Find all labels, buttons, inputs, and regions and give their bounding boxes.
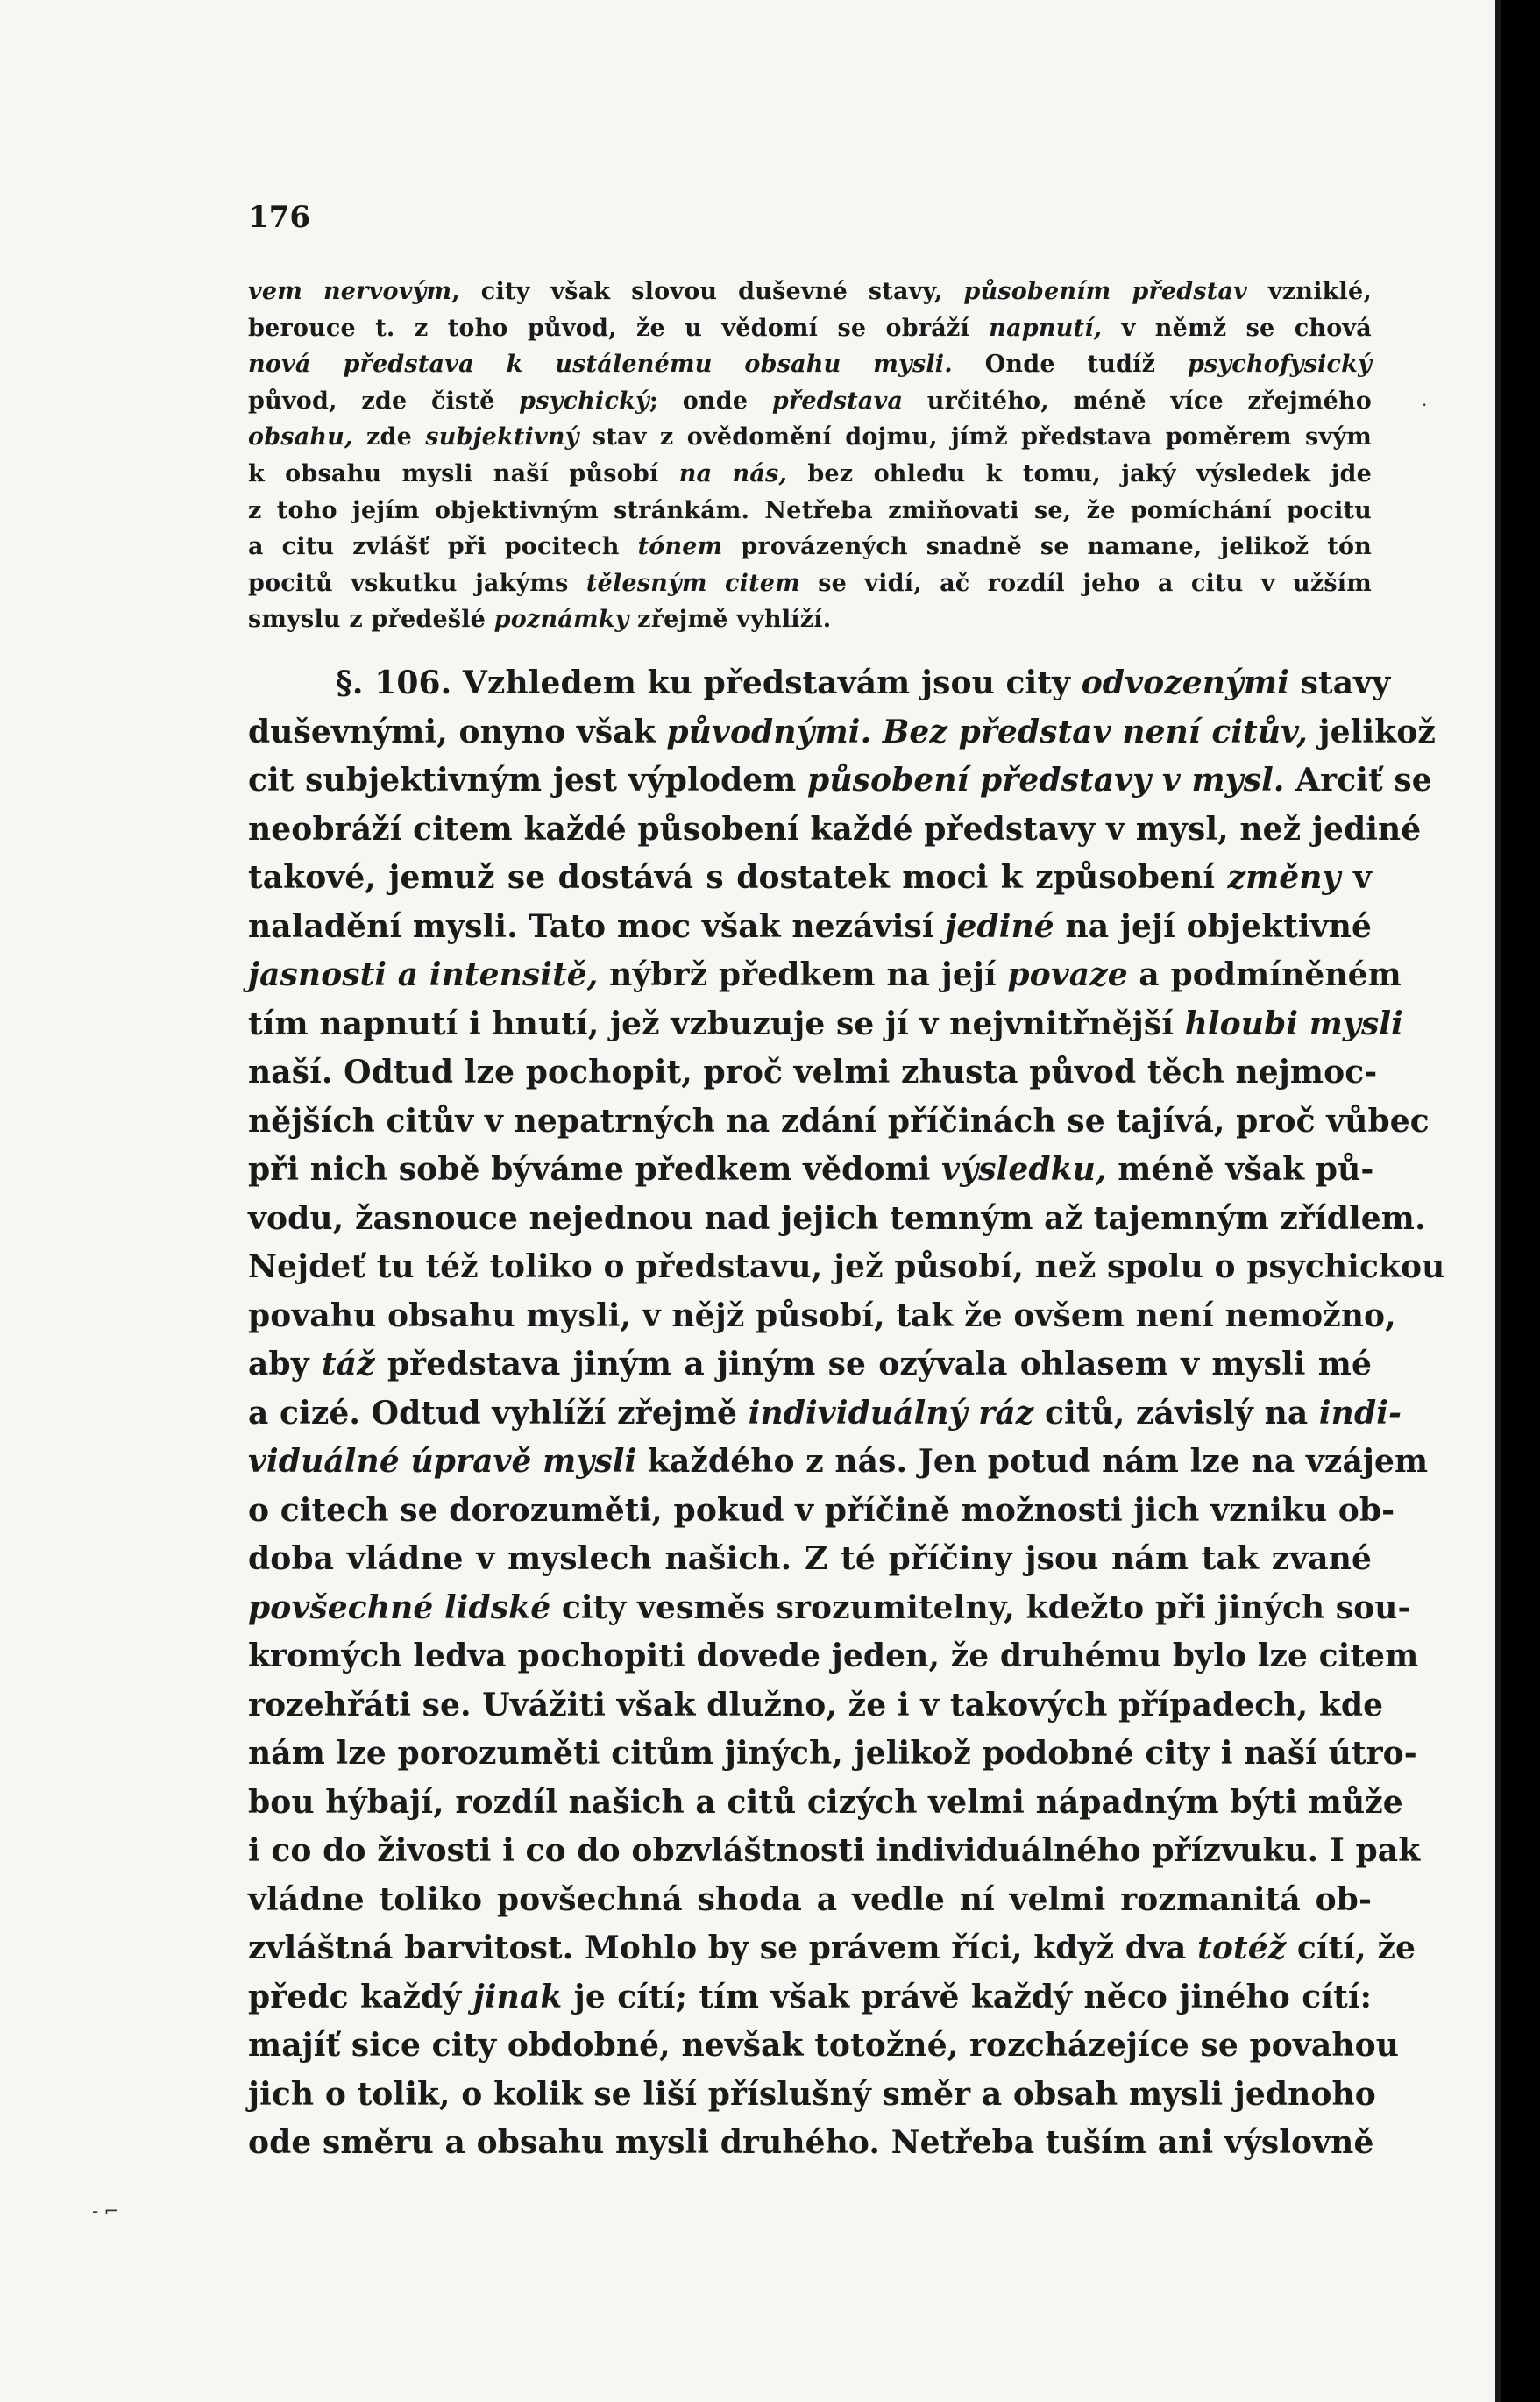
text-run: Nejdeť tu též toliko o představu, jež působí, než spolu o psychickou: [248, 1248, 1445, 1285]
italic-run: totéž: [1197, 1929, 1287, 1966]
italic-run: táž: [321, 1346, 375, 1382]
text-run: smyslu z předešlé: [248, 606, 494, 634]
text-run: Arciť se: [1284, 762, 1432, 799]
text-run: vzniklé,: [1247, 278, 1372, 305]
text-run: naladění mysli. Tato moc však nezávisí: [248, 907, 946, 945]
italic-run: jediné: [945, 907, 1054, 945]
paragraph-line: [248, 1438, 1429, 1487]
footnote-line: [248, 346, 1372, 383]
paragraph-line: [248, 1584, 1411, 1633]
italic-run: tělesným citem: [585, 569, 800, 597]
paragraph-line: [248, 1779, 1403, 1828]
scan-speck: - ⌐: [92, 2200, 119, 2221]
paragraph-line: [248, 1924, 1416, 1973]
text-run: jich o tolik, o kolik se liší příslušný směr a obsah mysli jednoho: [248, 2075, 1376, 2113]
text-run: k obsahu mysli naší působí: [248, 459, 679, 487]
italic-run: indi-: [1318, 1394, 1402, 1432]
italic-run: povaze: [1007, 956, 1128, 993]
text-run: při nich sobě býváme předkem vědomi: [248, 1151, 942, 1188]
text-run: z toho jejím objektivným stránkám. Netřeba zmiňovati se, že pomíchání pocitu: [248, 496, 1372, 524]
paragraph-line: [248, 757, 1432, 806]
italic-run: vem nervovým: [248, 278, 452, 305]
paragraph-line: [248, 1681, 1384, 1730]
text-run: neobráží citem každé působení každé představy v mysl, než jediné: [248, 810, 1422, 848]
text-run: berouce t. z toho původ, že u vědomí se obráží: [248, 314, 990, 342]
text-run: bez ohledu k tomu, jaký výsledek jde: [787, 459, 1372, 487]
text-run: vládne toliko povšechná shoda a vedle ní velmi rozmanitá ob-: [248, 1880, 1372, 1918]
paragraph-line: [248, 1730, 1417, 1779]
text-run: , city však slovou duševné stavy,: [451, 278, 964, 305]
text-run: a podmíněném: [1127, 956, 1402, 993]
text-run: každého z nás. Jen potud nám lze na vzájem: [636, 1443, 1429, 1480]
paragraph-line: [248, 1632, 1419, 1681]
paragraph-line: [248, 1048, 1378, 1098]
italic-run: působení představy v mysl.: [807, 762, 1285, 799]
italic-run: nová představa k ustálenému obsahu mysli.: [248, 351, 953, 379]
footnote-text: [248, 274, 1372, 638]
italic-run: působením představ: [963, 278, 1247, 305]
italic-run: jasnosti a intensitě,: [248, 956, 599, 993]
text-run: o citech se dorozuměti, pokud v příčině možnosti jich vzniku ob-: [248, 1491, 1395, 1529]
text-run: původ, zde čistě: [248, 387, 520, 415]
paragraph-line: [248, 1000, 1403, 1049]
text-run: duševnými, onyno však: [248, 713, 667, 750]
text-run: a citu zvlášť při pocitech: [248, 533, 638, 561]
italic-run: psychofysický: [1187, 351, 1372, 379]
text-run: pocitů vskutku jakýms: [248, 569, 586, 597]
text-run: i co do živosti i co do obzvláštnosti individuálného přízvuku. I pak: [248, 1832, 1421, 1869]
scan-speck: ·: [1422, 394, 1428, 416]
text-run: nějších citův v nepatrných na zdání příčinách se tajívá, proč vůbec: [248, 1102, 1430, 1140]
paragraph-line: [248, 806, 1422, 855]
text-run: a cizé. Odtud vyhlíží zřejmě: [248, 1394, 749, 1432]
paragraph-line: [248, 1827, 1421, 1876]
footnote-line: [248, 601, 1372, 638]
text-run: stavy: [1289, 664, 1391, 701]
italic-run: Bez představ není citův,: [882, 713, 1308, 750]
paragraph-line: [248, 1340, 1372, 1389]
text-run: cítí, že: [1286, 1929, 1416, 1966]
footnote-line: [248, 456, 1372, 493]
text-run: je cítí; tím však právě každý něco jiného cítí:: [562, 1978, 1372, 2015]
italic-run: subjektivný: [425, 423, 579, 451]
text-run: ; onde: [649, 387, 772, 415]
italic-run: napnutí,: [989, 314, 1103, 342]
text-run: zřejmě vyhlíží.: [628, 606, 832, 634]
text-run: v: [1340, 859, 1372, 896]
text-run: stav z ovědomění dojmu, jímž představa poměrem svým: [578, 423, 1372, 451]
paragraph-line: [248, 659, 1391, 708]
text-run: citů, závislý na: [1033, 1394, 1319, 1432]
text-run: povahu obsahu mysli, v nějž působí, tak že ovšem není nemožno,: [248, 1297, 1396, 1334]
text-run: v němž se chová: [1102, 314, 1372, 342]
paragraph-line: [248, 2022, 1400, 2071]
italic-run: jinak: [472, 1978, 563, 2015]
footnote-line: [248, 565, 1372, 602]
paragraph-line: [248, 708, 1436, 757]
text-run: předc každý: [248, 1978, 473, 2015]
paragraph-line: [248, 903, 1372, 952]
italic-run: změny: [1227, 859, 1341, 896]
text-run: §. 106. Vzhledem ku představám jsou city: [336, 664, 1082, 701]
italic-run: povšechné lidské: [248, 1588, 551, 1626]
text-run: se vidí, ač rozdíl jeho a citu v užším: [799, 569, 1372, 597]
page-number: 176: [248, 200, 310, 235]
text-run: takové, jemuž se dostává s dostatek moci k způsobení: [248, 859, 1228, 896]
text-run: rozehřáti se. Uvážiti však dlužno, že i v takových případech, kde: [248, 1686, 1384, 1723]
footnote-line: [248, 529, 1372, 565]
text-run: kromých ledva pochopiti dovede jeden, že druhému bylo lze citem: [248, 1638, 1419, 1674]
text-run: naší. Odtud lze pochopit, proč velmi zhusta původ těch nejmoc-: [248, 1054, 1378, 1091]
paragraph-line: [248, 1195, 1426, 1244]
italic-run: původnými.: [666, 713, 872, 750]
paragraph-106: [248, 659, 1445, 2168]
text-run: určitého, méně více zřejmého: [903, 387, 1372, 415]
text-run: jelikož: [1307, 713, 1436, 750]
footnote-line: [248, 419, 1372, 456]
footnote-line: [248, 274, 1372, 310]
text-run: provázených snadně se namane, jelikož tón: [722, 533, 1372, 561]
text-run: nýbrž předkem na její: [598, 956, 1008, 993]
italic-run: představa: [771, 387, 904, 415]
paragraph-line: [248, 1389, 1402, 1439]
italic-run: odvozenými: [1081, 664, 1290, 701]
paragraph-line: [248, 1535, 1372, 1584]
paragraph-line: [248, 1146, 1372, 1195]
paragraph-line: [248, 1973, 1372, 2022]
text-run: zde: [352, 423, 426, 451]
text-run: na její objektivné: [1054, 907, 1372, 945]
italic-run: viduálné úpravě mysli: [248, 1443, 637, 1480]
text-run: méně však pů-: [1106, 1151, 1374, 1188]
italic-run: tónem: [637, 533, 723, 561]
paragraph-line: [248, 2071, 1376, 2120]
italic-run: obsahu,: [248, 423, 353, 451]
text-run: zvláštná barvitost. Mohlo by se právem říci, když dva: [248, 1929, 1198, 1966]
italic-run: psychický: [519, 387, 649, 415]
footnote-line: [248, 310, 1372, 347]
text-run: ode směru a obsahu mysli druhého. Netřeba tuším ani výslovně: [248, 2124, 1374, 2161]
paragraph-line: [248, 1243, 1445, 1292]
italic-run: individuálný ráz: [748, 1394, 1034, 1432]
text-run: cit subjektivným jest výplodem: [248, 762, 808, 799]
text-run: vodu, žasnouce nejednou nad jejich temným až tajemným zřídlem.: [248, 1199, 1426, 1237]
paragraph-line: [248, 854, 1372, 903]
text-run: nám lze porozuměti citům jiných, jelikož podobné city i naší útro-: [248, 1735, 1417, 1772]
text-run: představa jiným a jiným se ozývala ohlasem v mysli mé: [374, 1346, 1372, 1382]
footnote-line: [248, 493, 1372, 529]
footnote-line: [248, 383, 1372, 420]
text-run: city vesměs srozumitelny, kdežto při jiných sou-: [550, 1588, 1411, 1626]
paragraph-line: [248, 1292, 1396, 1341]
text-run: [871, 714, 883, 750]
paragraph-line: [248, 1098, 1430, 1147]
italic-run: výsledku,: [941, 1151, 1107, 1188]
text-run: bou hýbají, rozdíl našich a citů cizých velmi nápadným býti může: [248, 1783, 1403, 1821]
paragraph-line: [248, 2119, 1372, 2168]
italic-run: na nás,: [678, 459, 788, 487]
text-run: aby: [248, 1346, 322, 1382]
italic-run: poznámky: [493, 606, 629, 634]
text-run: Onde tudíž: [952, 351, 1188, 379]
text-run: doba vládne v myslech našich. Z té příčiny jsou nám tak zvané: [248, 1540, 1372, 1577]
paragraph-line: [248, 951, 1402, 1000]
italic-run: hloubi mysli: [1184, 1005, 1403, 1042]
text-run: majíť sice city obdobné, nevšak totožné, rozcházejíce se povahou: [248, 2027, 1400, 2064]
paragraph-line: [248, 1876, 1372, 1925]
text-run: tím napnutí i hnutí, jež vzbuzuje se jí v nejvnitřnější: [248, 1005, 1185, 1042]
paragraph-line: [248, 1487, 1395, 1536]
